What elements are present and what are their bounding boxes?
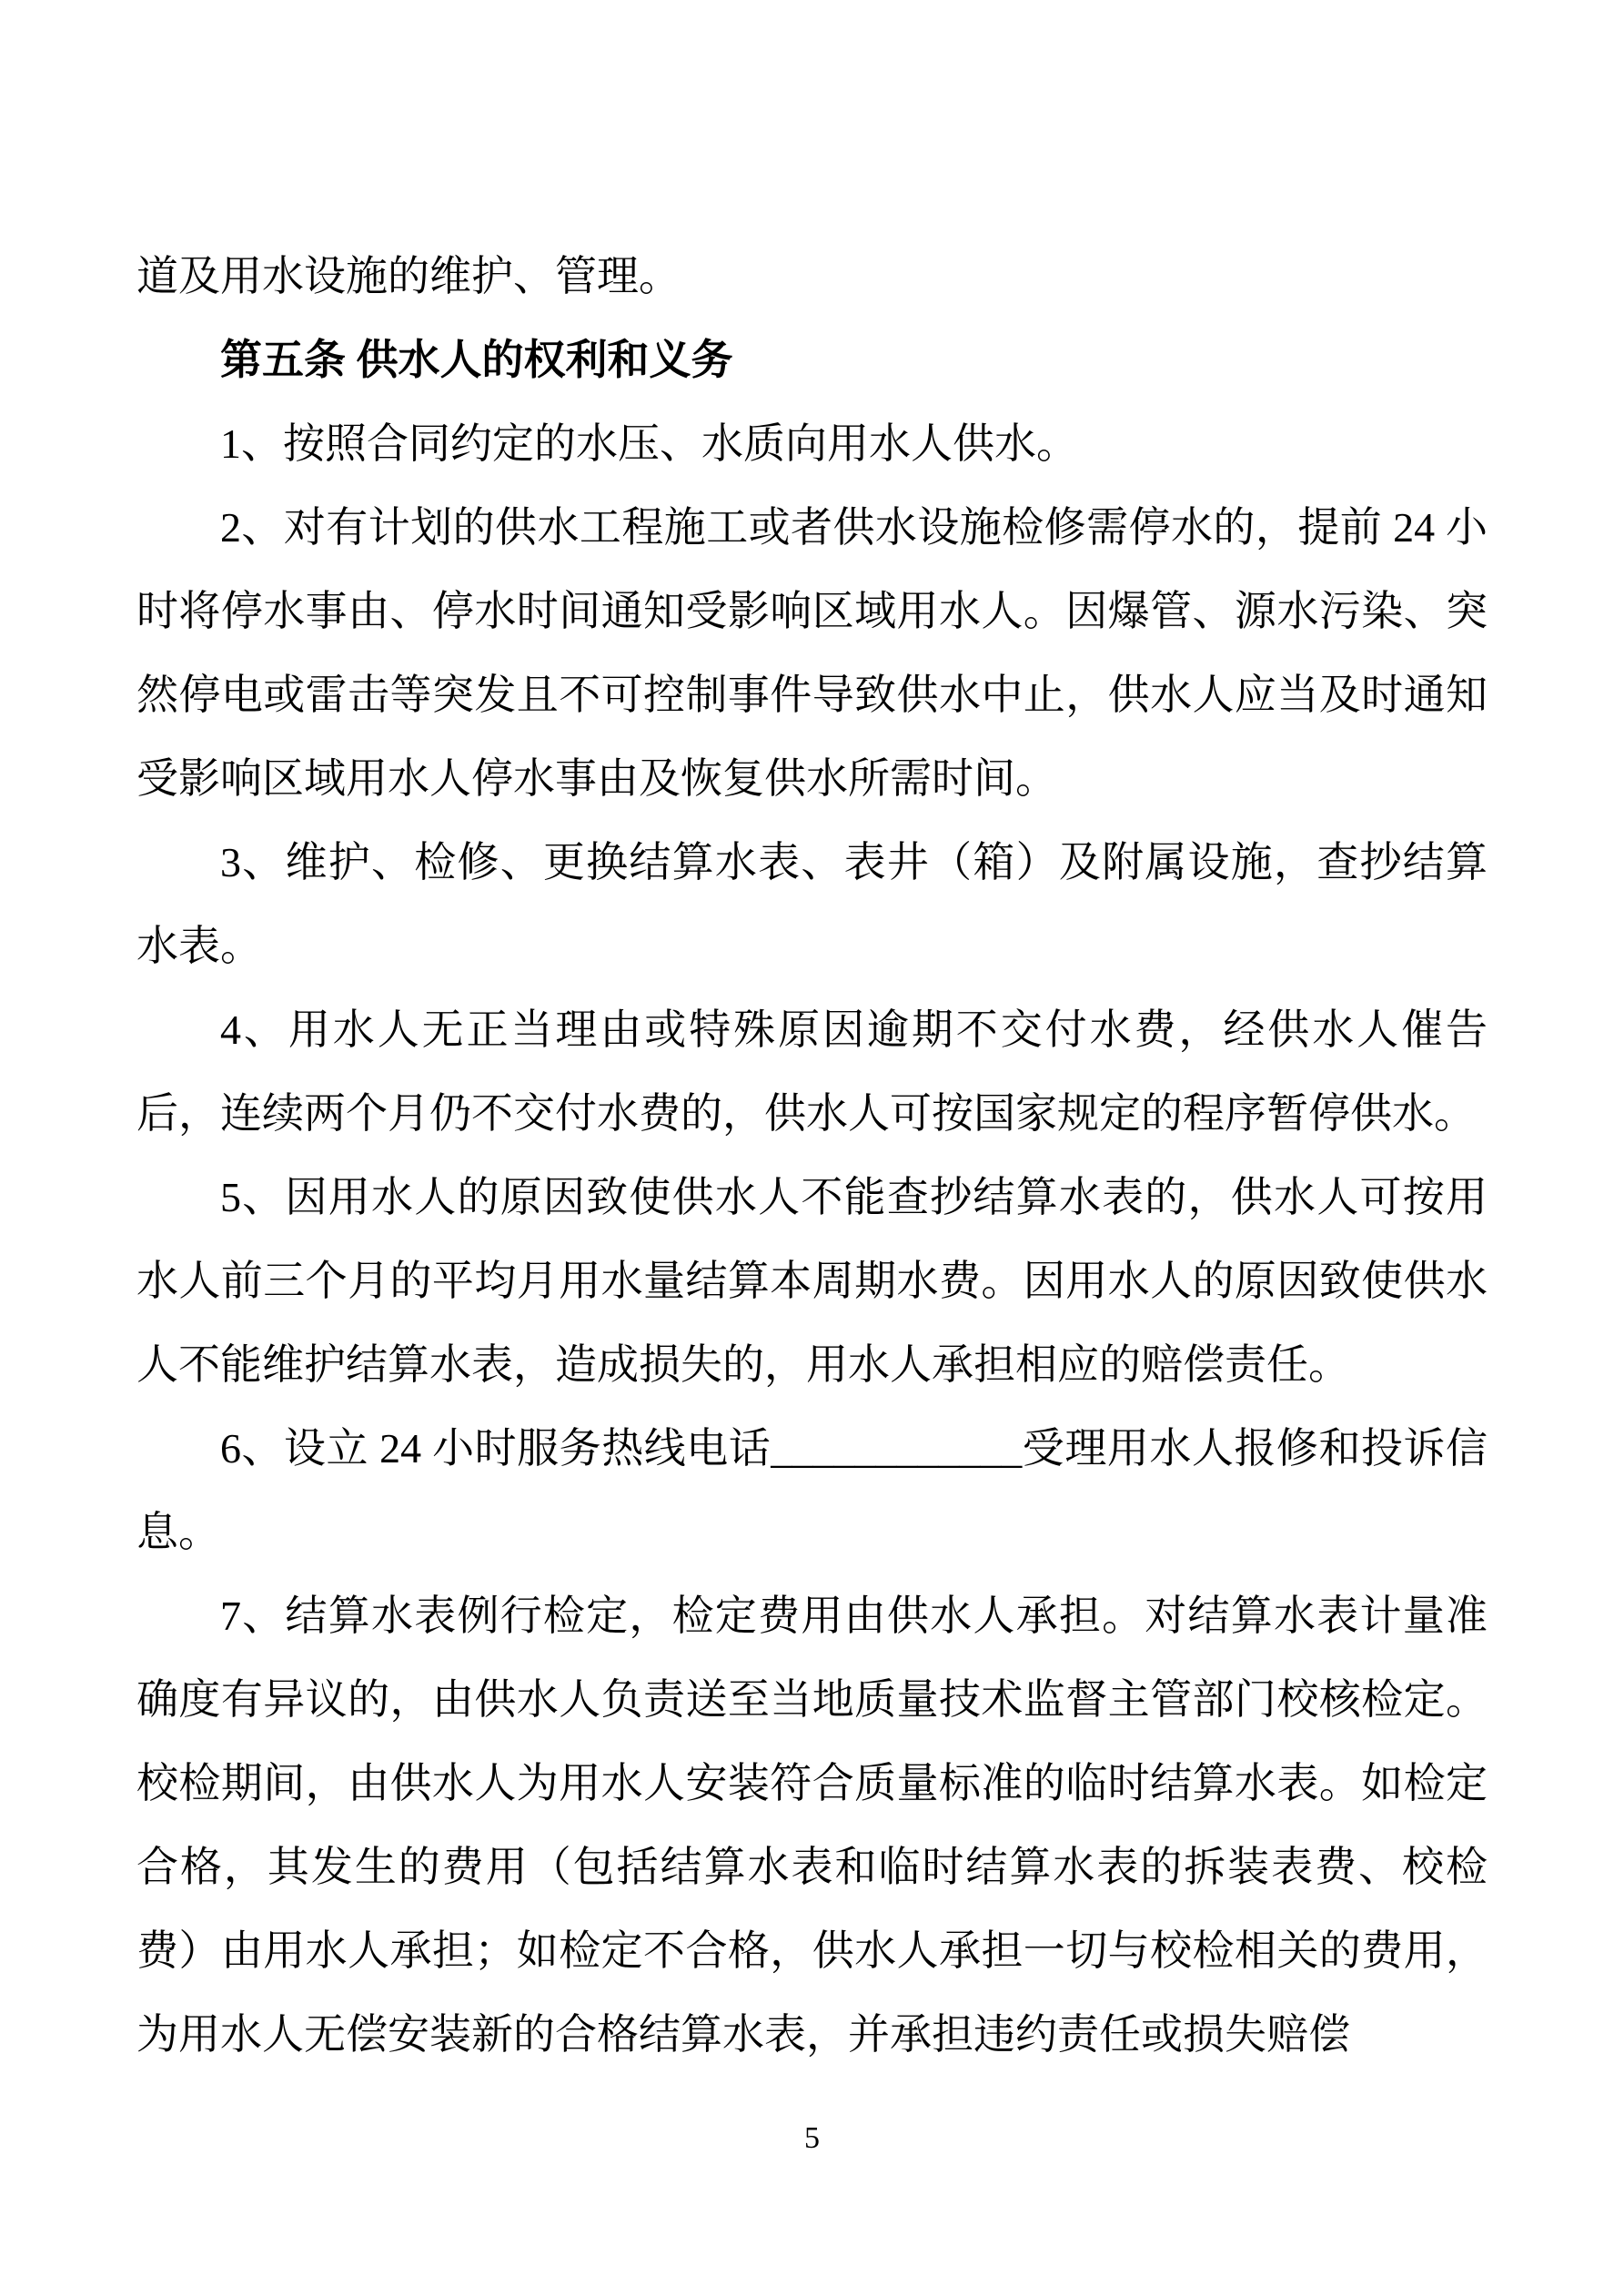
clause-item-6 bbox=[136, 1407, 1488, 1574]
clause-item-6-text-after: 受理用水人报修和投诉信息。 bbox=[136, 1425, 1488, 1555]
blank-line: ____________ bbox=[771, 1425, 1023, 1472]
paragraph-continuation: 道及用水设施的维护、管理。 bbox=[136, 253, 681, 299]
page-number: 5 bbox=[804, 2121, 820, 2155]
clause-item-6-text-before: 6、设立 24 小时服务热线电话 bbox=[220, 1425, 772, 1472]
clause-item-4: 4、用水人无正当理由或特殊原因逾期不交付水费，经供水人催告后，连续两个月仍不交付水费的，供水人可按国家规定的程序暂停供水。 bbox=[136, 1006, 1488, 1137]
clause-item-5: 5、因用水人的原因致使供水人不能查抄结算水表的，供水人可按用水人前三个月的平均月用水量结算本周期水费。因用水人的原因致使供水人不能维护结算水表，造成损失的，用水人承担相应的赔偿责任。 bbox=[136, 1174, 1488, 1388]
section-heading-article-5: 第五条 供水人的权利和义务 bbox=[220, 337, 733, 383]
clause-item-1: 1、按照合同约定的水压、水质向用水人供水。 bbox=[220, 420, 1078, 467]
clause-item-7: 7、结算水表例行检定，检定费用由供水人承担。对结算水表计量准确度有异议的，由供水人负责送至当地质量技术监督主管部门校核检定。校检期间，由供水人为用水人安装符合质量标准的临时结算水表。如检定合格，其发生的费用（包括结算水表和临时结算水表的拆装表费、校检费）由用水人承担；如检定不合格，供水人承担一切与校检相关的费用，为用水人无偿安装新的合格结算水表，并承担违约责任或损失赔偿 bbox=[136, 1593, 1488, 2058]
clause-item-2: 2、对有计划的供水工程施工或者供水设施检修需停水的，提前 24 小时将停水事由、停水时间通知受影响区域用水人。因爆管、源水污染、突然停电或雷击等突发且不可控制事件导致供水中止，供水人应当及时通知受影响区域用水人停水事由及恢复供水所需时间。 bbox=[136, 504, 1488, 802]
clause-item-3: 3、维护、检修、更换结算水表、表井（箱）及附属设施，查抄结算水表。 bbox=[136, 839, 1488, 969]
contract-body bbox=[136, 235, 1488, 2077]
